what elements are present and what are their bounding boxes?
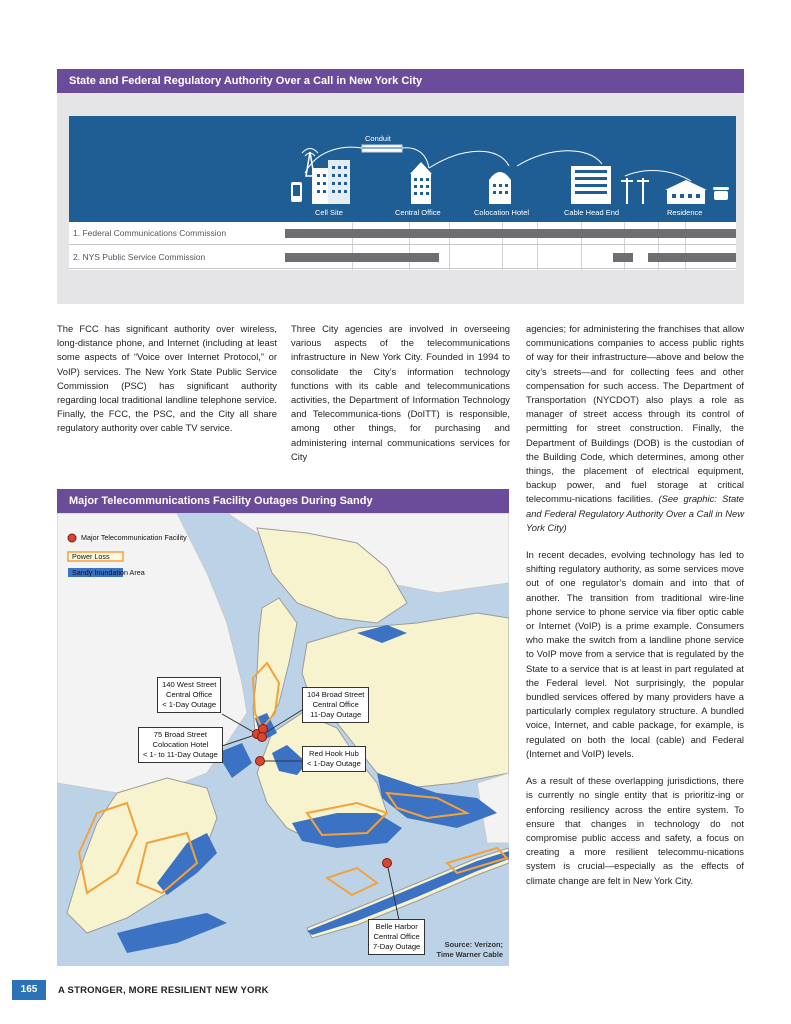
legend-inundation-label: Sandy Inundation Area (72, 568, 145, 577)
callout-belle-harbor: Belle Harbor Central Office 7-Day Outage (368, 919, 425, 955)
regulatory-graphic-title: State and Federal Regulatory Authority Over a Call in New York City (57, 69, 744, 93)
cell-site-building-icon (312, 160, 350, 204)
callout-75-broad-street: 75 Broad Street Colocation Hotel < 1- to 11-Day Outage (138, 727, 223, 763)
cable-head-end-label: Cable Head End (564, 208, 620, 217)
fcc-row-label: 1. Federal Communications Commission (73, 228, 227, 238)
paragraph: In recent decades, evolving technology has led to shifting regulatory authority, as some services move out of one regulator’s domain and into that of another. The transition from traditional wire-line phone service to phone service via fiber optic cable or Internet (VoIP) is a prime example. Consumers who make the switch from a landline phone service to VoIP move from a service that is regulated by the State to a service that is at least in part regulated at the Federal level. Not surprisingly, the popular bundled services offered by many providers have a particularly complex regulatory structure. A bundled voice, Internet, and cable package, for example, is regulated on both the local (cable) and Federal (Internet and VoIP) levels. (526, 549, 744, 759)
residence-label: Residence (667, 208, 703, 217)
central-office-building-icon (410, 162, 432, 204)
legend-power-loss-label: Power Loss (72, 552, 110, 561)
legend-facility-icon (68, 534, 76, 542)
call-path-illustration (69, 116, 736, 222)
fcc-authority-bar (285, 229, 736, 238)
conduit-label: Conduit (365, 134, 391, 143)
body-column-3 (526, 322, 744, 888)
cell-site-label: Cell Site (315, 208, 343, 217)
call-path-diagram (69, 116, 736, 222)
psc-authority-bar-3 (648, 253, 736, 262)
facility-marker-75-broad (258, 733, 267, 742)
body-column-1 (57, 322, 277, 436)
page-number: 165 (12, 980, 46, 1000)
cable-head-end-building-icon (571, 166, 611, 204)
map-title: Major Telecommunications Facility Outages During Sandy (57, 489, 509, 513)
psc-authority-bar-2 (613, 253, 633, 262)
legend-facility-label: Major Telecommunication Facility (81, 533, 187, 542)
callout-red-hook-hub: Red Hook Hub < 1-Day Outage (302, 746, 366, 772)
regulatory-authority-graphic (57, 69, 744, 304)
telephone-icon (713, 187, 729, 200)
authority-rows (69, 222, 736, 270)
paragraph: As a result of these overlapping jurisdictions, there is currently no single entity that is prioritiz-ing or enforcing resiliency across the entire system. To ensure that changes in technology do not compromise public access and safety, a focus on creating a more resilient telecommu-nications system is crucial—especially as the effects of climate change are felt in New York City. (526, 775, 744, 886)
fcc-row (69, 222, 736, 245)
footer-title: A STRONGER, MORE RESILIENT NEW YORK (58, 985, 269, 996)
map-source: Source: Verizon; Time Warner Cable (436, 940, 503, 959)
central-office-label: Central Office (395, 208, 441, 217)
nyc-map (57, 513, 509, 966)
callout-104-broad-street: 104 Broad Street Central Office 11-Day Outage (302, 687, 369, 723)
paragraph (526, 322, 744, 535)
facility-marker-belle-harbor (383, 859, 392, 868)
psc-authority-bar-1 (285, 253, 439, 262)
utility-pole-icon (621, 178, 649, 204)
graphic-reference: (See graphic: State and Federal Regulatory Authority Over a Call in New York City) (526, 493, 745, 533)
cell-phone-icon (291, 182, 302, 202)
paragraph-text: agencies; for administering the franchises that allow communications companies to access public rights of way for their infrastructure—above and below the city’s streets—and for collecting fees and other compensation for such access. The Department of Transportation (NYCDOT) also plays a role as manager of street access through its control of permitting for street construction. Finally, the Department of Buildings (DOB) is the custodian of the Building Code, which determines, among other things, the placement of electrical equipment, backup power, and fuel storage at critical telecommu-nications facilities. (526, 323, 744, 505)
outage-map-figure (57, 489, 509, 966)
body-column-2 (291, 322, 510, 464)
residence-house-icon (665, 180, 707, 204)
paragraph: Three City agencies are involved in overseeing various aspects of the telecommunications infrastructure in New York City. Founded in 1994 to consolidate the City’s information technology functions with its cable and telecommunications activities, the Department of Information Technology and Telecommunica-tions (DoITT) is responsible, among other things, for purchasing and administering internal communications services for City (291, 323, 510, 462)
paragraph: The FCC has significant authority over wireless, long-distance phone, and Internet (including at least some aspects of “Voice over Internet Protocol,” or VoIP) services. The New York State Public Service Commission (PSC) has significant authority regarding local traditional landline telephone service. Finally, the FCC, the PSC, and the City all share regulatory authority over cable TV service. (57, 323, 277, 434)
psc-row (69, 246, 736, 269)
map-area (57, 513, 509, 966)
colocation-hotel-label: Colocation Hotel (474, 208, 530, 217)
facility-marker-red-hook (256, 757, 265, 766)
callout-140-west-street: 140 West Street Central Office < 1-Day Outage (157, 677, 221, 713)
colocation-hotel-building-icon (489, 172, 511, 204)
psc-row-label: 2. NYS Public Service Commission (73, 252, 206, 262)
